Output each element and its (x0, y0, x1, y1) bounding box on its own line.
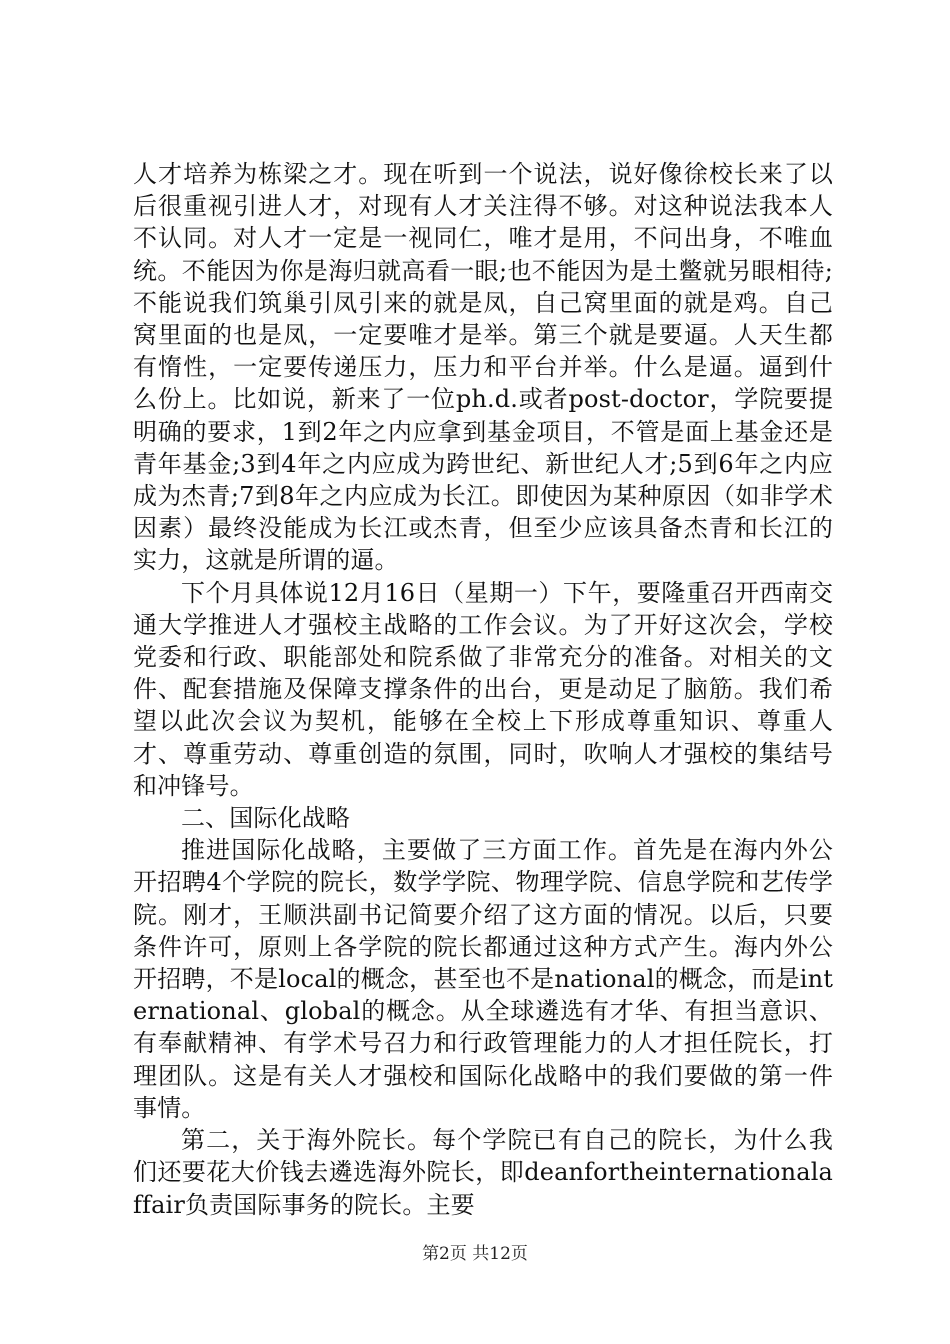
paragraph-talent-meeting: 下个月具体说12月16日（星期一）下午，要隆重召开西南交通大学推进人才强校主战略的工作会议。为了开好这次会，学校党委和行政、职能部处和院系做了非常充分的准备。对相关的文件、配套措施及保障支撑条件的出台，更是动足了脑筋。我们希望以此次会议为契机，能够在全校上下形成尊重知识、尊重人才、尊重劳动、尊重创造的氛围，同时，吹响人才强校的集结号和冲锋号。 (133, 578, 833, 800)
paragraph-talent-training: 人才培养为栋梁之才。现在听到一个说法，说好像徐校长来了以后很重视引进人才，对现有人才关注得不够。对这种说法我本人不认同。对人才一定是一视同仁，唯才是用，不问出身，不唯血统。不能因为你是海归就高看一眼;也不能因为是土鳖就另眼相待;不能说我们筑巢引凤引来的就是凤，自己窝里面的就是鸡。自己窝里面的也是凤，一定要唯才是举。第三个就是要逼。人天生都有惰性，一定要传递压力，压力和平台并举。什么是逼。逼到什么份上。比如说，新来了一位ph.d.或者post-doctor，学院要提明确的要求，1到2年之内应拿到基金项目，不管是面上基金还是青年基金;3到4年之内应成为跨世纪、新世纪人才;5到6年之内应成为杰青;7到8年之内应成为长江。即使因为某种原因（如非学术因素）最终没能成为长江或杰青，但至少应该具备杰青和长江的实力，这就是所谓的逼。 (133, 160, 833, 575)
paragraph-overseas-dean: 第二，关于海外院长。每个学院已有自己的院长，为什么我们还要花大价钱去遴选海外院长，即deanfortheinternationalaffair负责国际事务的院长。主要 (133, 1126, 833, 1219)
page-number-footer: 第2页 共12页 (422, 1244, 528, 1264)
document-body (133, 158, 833, 1221)
paragraph-global-recruitment: 推进国际化战略，主要做了三方面工作。首先是在海内外公开招聘4个学院的院长，数学学院、物理学院、信息学院和艺传学院。刚才，王顺洪副书记简要介绍了这方面的情况。以后，只要条件许可，原则上各学院的院长都通过这种方式产生。海内外公开招聘，不是local的概念，甚至也不是national的概念，而是international、global的概念。从全球遴选有才华、有担当意识、有奉献精神、有学术号召力和行政管理能力的人才担任院长，打理团队。这是有关人才强校和国际化战略中的我们要做的第一件事情。 (133, 836, 833, 1122)
section-heading-internationalization: 二、国际化战略 (181, 804, 351, 833)
